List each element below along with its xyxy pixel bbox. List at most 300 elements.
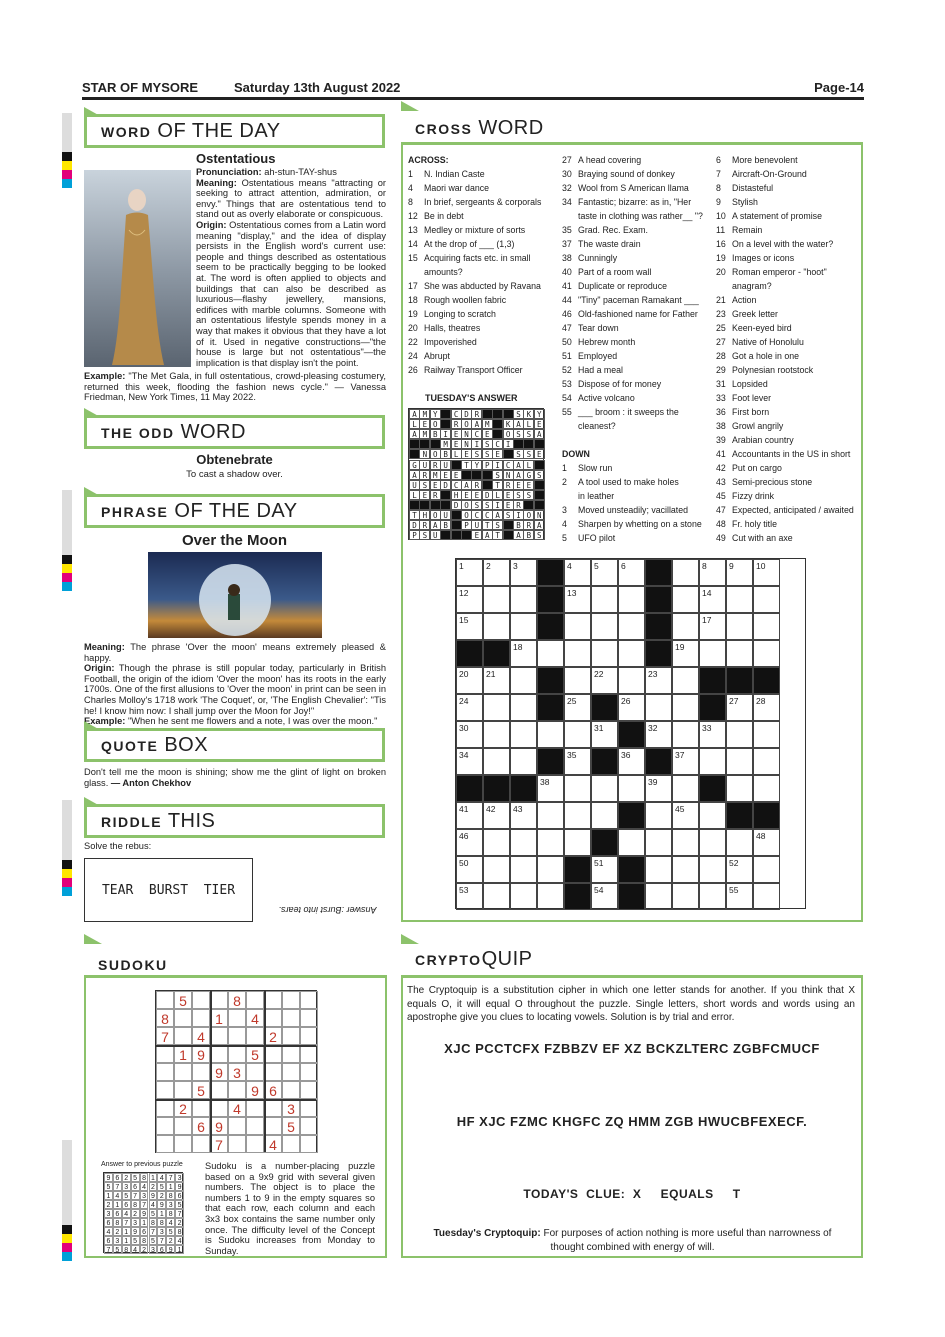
sudoku-prev-cell: 2 bbox=[140, 1245, 149, 1254]
sudoku-prev-cell: 2 bbox=[113, 1227, 122, 1236]
cipher-line-2: HF XJC FZMC KHGFC ZQ HMM ZGB HWUCBFEXECF. bbox=[456, 1114, 808, 1129]
crossword-cell[interactable]: 5 bbox=[591, 559, 618, 586]
moon-illustration bbox=[148, 552, 322, 638]
crossword-cell[interactable] bbox=[483, 748, 510, 775]
crossword-cell[interactable] bbox=[510, 748, 537, 775]
sudoku-cell[interactable] bbox=[282, 991, 300, 1009]
sudoku-cell: 4 bbox=[264, 1135, 282, 1153]
crossword-cell[interactable] bbox=[591, 775, 618, 802]
answer-cell: O bbox=[461, 500, 472, 510]
sudoku-prev-cell: 2 bbox=[166, 1236, 175, 1245]
clue-item: amounts? bbox=[424, 267, 463, 277]
crossword-cell bbox=[699, 694, 726, 721]
crossword-cell[interactable]: 22 bbox=[591, 667, 618, 694]
sudoku-cell[interactable] bbox=[210, 1045, 228, 1063]
sudoku-prev-cell: 5 bbox=[149, 1209, 158, 1218]
answer-cell: R bbox=[419, 470, 430, 480]
crossword-cell[interactable] bbox=[618, 775, 645, 802]
crossword-cell[interactable]: 24 bbox=[456, 694, 483, 721]
sudoku-cell[interactable] bbox=[300, 1009, 318, 1027]
crossword-cell[interactable] bbox=[618, 829, 645, 856]
sudoku-cell[interactable] bbox=[264, 1099, 282, 1117]
answer-cell: A bbox=[409, 470, 420, 480]
crossword-cell[interactable]: 33 bbox=[699, 721, 726, 748]
sudoku-cell[interactable] bbox=[246, 991, 264, 1009]
sudoku-prev-cell: 1 bbox=[122, 1236, 131, 1245]
crossword-cell[interactable] bbox=[483, 721, 510, 748]
answer-cell bbox=[409, 449, 420, 459]
crossword-cell[interactable]: 34 bbox=[456, 748, 483, 775]
crossword-cell[interactable] bbox=[537, 856, 564, 883]
clue-item: 7 Aircraft-On-Ground bbox=[716, 169, 807, 179]
crossword-cell[interactable] bbox=[672, 586, 699, 613]
crossword-cell[interactable]: 25 bbox=[564, 694, 591, 721]
sudoku-prev-cell: 8 bbox=[122, 1245, 131, 1254]
sudoku-prev-cell: 3 bbox=[166, 1200, 175, 1209]
riddle-answer: Answer :Burst into tears. bbox=[278, 905, 377, 915]
clue-item: 27 A head covering bbox=[562, 155, 642, 165]
crossword-cell[interactable] bbox=[753, 640, 780, 667]
crossword-cell[interactable] bbox=[537, 721, 564, 748]
answer-cell: S bbox=[513, 409, 524, 419]
crossword-cell[interactable] bbox=[672, 694, 699, 721]
crossword-cell[interactable] bbox=[726, 721, 753, 748]
sudoku-cell[interactable] bbox=[174, 1117, 192, 1135]
answer-cell: Y bbox=[471, 460, 482, 470]
answer-cell bbox=[451, 460, 462, 470]
sudoku-prev-cell: 3 bbox=[140, 1191, 149, 1200]
sudoku-cell[interactable] bbox=[174, 1081, 192, 1099]
crossword-cell[interactable] bbox=[510, 667, 537, 694]
crossword-cell bbox=[483, 775, 510, 802]
sudoku-prev-cell: 7 bbox=[157, 1236, 166, 1245]
clue-item: 34 Fantastic; bizarre: as in, "Her bbox=[562, 197, 692, 207]
sudoku-prev-cell: 1 bbox=[104, 1191, 113, 1200]
clue-item: 19 Longing to scratch bbox=[408, 309, 496, 319]
clue-item: 35 Grad. Rec. Exam. bbox=[562, 225, 648, 235]
sudoku-cell[interactable] bbox=[210, 1099, 228, 1117]
answer-cell: C bbox=[503, 460, 514, 470]
answer-cell: R bbox=[513, 500, 524, 510]
answer-cell: E bbox=[534, 419, 545, 429]
crossword-cell[interactable]: 32 bbox=[645, 721, 672, 748]
answer-cell bbox=[482, 480, 493, 490]
sudoku-cell[interactable] bbox=[300, 1027, 318, 1045]
crossword-cell[interactable]: 45 bbox=[672, 802, 699, 829]
crossword-cell[interactable] bbox=[699, 748, 726, 775]
sudoku-cell[interactable] bbox=[174, 1063, 192, 1081]
sudoku-cell[interactable] bbox=[228, 1135, 246, 1153]
crossword-cell[interactable]: 35 bbox=[564, 748, 591, 775]
crossword-cell[interactable] bbox=[483, 586, 510, 613]
crossword-cell[interactable]: 4 bbox=[564, 559, 591, 586]
crossword-cell[interactable]: 23 bbox=[645, 667, 672, 694]
answer-cell: A bbox=[534, 520, 545, 530]
sudoku-box-line bbox=[156, 1099, 316, 1101]
answer-cell: K bbox=[523, 409, 534, 419]
crossword-cell[interactable] bbox=[510, 829, 537, 856]
crossword-cell[interactable] bbox=[672, 856, 699, 883]
crossword-cell[interactable]: 18 bbox=[510, 640, 537, 667]
sudoku-cell[interactable] bbox=[192, 1135, 210, 1153]
crossword-cell[interactable] bbox=[564, 802, 591, 829]
sudoku-cell[interactable] bbox=[228, 1045, 246, 1063]
clue-item: 43 Semi-precious stone bbox=[716, 477, 813, 487]
answer-cell: E bbox=[471, 490, 482, 500]
crossword-cell bbox=[564, 856, 591, 883]
sudoku-cell[interactable] bbox=[300, 1135, 318, 1153]
answer-cell: E bbox=[503, 500, 514, 510]
sudoku-cell: 1 bbox=[174, 1045, 192, 1063]
crossword-cell bbox=[726, 667, 753, 694]
crossword-cell[interactable]: 30 bbox=[456, 721, 483, 748]
answer-cell bbox=[430, 439, 441, 449]
clue-item: 25 Keen-eyed bird bbox=[716, 323, 792, 333]
crossword-cell[interactable] bbox=[510, 883, 537, 910]
crossword-cell[interactable] bbox=[510, 694, 537, 721]
sudoku-grid bbox=[155, 990, 317, 1153]
crossword-cell[interactable]: 21 bbox=[483, 667, 510, 694]
answer-cell bbox=[482, 470, 493, 480]
answer-cell: C bbox=[471, 429, 482, 439]
answer-cell: D bbox=[440, 480, 451, 490]
answer-cell: T bbox=[492, 480, 503, 490]
crossword-cell[interactable] bbox=[726, 613, 753, 640]
crossword-cell[interactable]: 28 bbox=[753, 694, 780, 721]
sudoku-cell[interactable] bbox=[228, 1009, 246, 1027]
sudoku-cell[interactable] bbox=[192, 1009, 210, 1027]
crossword-cell[interactable]: 51 bbox=[591, 856, 618, 883]
sudoku-cell[interactable] bbox=[246, 1117, 264, 1135]
crossword-cell[interactable] bbox=[564, 829, 591, 856]
sudoku-cell[interactable] bbox=[228, 1027, 246, 1045]
crossword-cell[interactable]: 52 bbox=[726, 856, 753, 883]
sudoku-cell[interactable] bbox=[156, 1117, 174, 1135]
crossword-cell[interactable]: 36 bbox=[618, 748, 645, 775]
answer-cell: O bbox=[461, 510, 472, 520]
crossword-cell[interactable] bbox=[672, 775, 699, 802]
crossword-cell[interactable]: 37 bbox=[672, 748, 699, 775]
crossword-cell[interactable] bbox=[726, 586, 753, 613]
sudoku-cell[interactable] bbox=[228, 1117, 246, 1135]
sudoku-prev-cell: 7 bbox=[175, 1209, 184, 1218]
answer-cell bbox=[451, 530, 462, 540]
crossword-cell[interactable] bbox=[564, 667, 591, 694]
crossword-cell[interactable] bbox=[672, 559, 699, 586]
sudoku-desc: Sudoku is a number-placing puzzle based on a 9x9 grid with several given numbers. The object is to place the numbers 1 to 9 in the empty squares so that each row, each column and each 3x3 box contains the same number only once. The difficulty level of the Concept is Sudoku increases from Monday to Sunday. bbox=[205, 1161, 375, 1256]
sudoku-cell[interactable] bbox=[192, 1063, 210, 1081]
crossword-cell[interactable]: 54 bbox=[591, 883, 618, 910]
answer-cell bbox=[409, 500, 420, 510]
answer-cell: E bbox=[451, 429, 462, 439]
crossword-cell[interactable]: 15 bbox=[456, 613, 483, 640]
crossword-cell[interactable]: 26 bbox=[618, 694, 645, 721]
sudoku-cell[interactable] bbox=[246, 1027, 264, 1045]
clue-item: 42 Put on cargo bbox=[716, 463, 782, 473]
answer-cell: U bbox=[440, 460, 451, 470]
sudoku-cell[interactable] bbox=[282, 1063, 300, 1081]
crossword-cell[interactable] bbox=[510, 856, 537, 883]
crossword-cell[interactable]: 43 bbox=[510, 802, 537, 829]
crossword-cell[interactable] bbox=[699, 640, 726, 667]
sudoku-prev-cell: 7 bbox=[149, 1227, 158, 1236]
sudoku-cell[interactable] bbox=[300, 1099, 318, 1117]
clue-item: 47 Expected, anticipated / awaited bbox=[716, 505, 854, 515]
crossword-cell[interactable]: 3 bbox=[510, 559, 537, 586]
sudoku-cell[interactable] bbox=[300, 1063, 318, 1081]
answer-cell: A bbox=[534, 429, 545, 439]
crossword-cell[interactable] bbox=[537, 640, 564, 667]
crossword-cell[interactable] bbox=[537, 883, 564, 910]
crossword-cell[interactable]: 53 bbox=[456, 883, 483, 910]
crossword-cell[interactable]: 1 bbox=[456, 559, 483, 586]
sudoku-cell[interactable] bbox=[210, 991, 228, 1009]
sudoku-cell[interactable] bbox=[156, 1081, 174, 1099]
sudoku-cell[interactable] bbox=[282, 1027, 300, 1045]
answer-cell: E bbox=[451, 470, 462, 480]
clue-item: 17 She was abducted by Ravana bbox=[408, 281, 541, 291]
sudoku-cell[interactable] bbox=[300, 1045, 318, 1063]
crossword-cell[interactable]: 38 bbox=[537, 775, 564, 802]
answer-cell: A bbox=[409, 409, 420, 419]
sudoku-cell[interactable] bbox=[156, 1135, 174, 1153]
crossword-cell[interactable] bbox=[483, 883, 510, 910]
crossword-cell[interactable]: 13 bbox=[564, 586, 591, 613]
crossword-cell[interactable]: 20 bbox=[456, 667, 483, 694]
crossword-cell[interactable] bbox=[672, 613, 699, 640]
sudoku-cell[interactable] bbox=[282, 1135, 300, 1153]
answer-cell: R bbox=[471, 480, 482, 490]
answer-cell: N bbox=[419, 449, 430, 459]
crossword-cell[interactable]: 9 bbox=[726, 559, 753, 586]
answer-cell: E bbox=[492, 449, 503, 459]
crossword-cell[interactable] bbox=[672, 829, 699, 856]
answer-cell: M bbox=[482, 419, 493, 429]
answer-cell: L bbox=[409, 419, 420, 429]
crossword-header: CROSS WORD bbox=[401, 111, 863, 145]
crossword-cell[interactable]: 19 bbox=[672, 640, 699, 667]
crossword-cell[interactable]: 55 bbox=[726, 883, 753, 910]
sudoku-cell[interactable] bbox=[264, 991, 282, 1009]
answer-cell: H bbox=[451, 490, 462, 500]
crossword-cell[interactable]: 12 bbox=[456, 586, 483, 613]
crossword-cell[interactable] bbox=[483, 694, 510, 721]
crossword-cell[interactable]: 41 bbox=[456, 802, 483, 829]
crossword-cell bbox=[645, 586, 672, 613]
crossword-cell[interactable]: 14 bbox=[699, 586, 726, 613]
crossword-cell[interactable]: 48 bbox=[753, 829, 780, 856]
sudoku-prev-cell: 1 bbox=[122, 1227, 131, 1236]
sudoku-cell[interactable] bbox=[282, 1045, 300, 1063]
crossword-cell[interactable] bbox=[618, 640, 645, 667]
cryptoquip-intro: The Cryptoquip is a substitution cipher in which one letter stands for another. If you think that X equals O, it will equal O throughout the puzzle. Single letters, short words and words using an apostrophe give you clues to locating vowels. Solution is by trial and error. bbox=[407, 985, 855, 1023]
answer-cell: S bbox=[492, 470, 503, 480]
crossword-cell[interactable] bbox=[564, 721, 591, 748]
sudoku-prev-cell: 4 bbox=[113, 1191, 122, 1200]
sudoku-cell[interactable] bbox=[156, 1045, 174, 1063]
sudoku-box-line bbox=[156, 1045, 316, 1047]
sudoku-cell[interactable] bbox=[246, 1063, 264, 1081]
crossword-cell[interactable]: 31 bbox=[591, 721, 618, 748]
sudoku-cell[interactable] bbox=[192, 991, 210, 1009]
page-number: Page-14 bbox=[814, 80, 864, 95]
clue-item: 41 Duplicate or reproduce bbox=[562, 281, 667, 291]
sudoku-cell[interactable] bbox=[282, 1009, 300, 1027]
crossword-cell[interactable] bbox=[645, 856, 672, 883]
sudoku-cell: 7 bbox=[156, 1027, 174, 1045]
crossword-cell[interactable] bbox=[510, 613, 537, 640]
clue-item: 47 Tear down bbox=[562, 323, 619, 333]
sudoku-cell[interactable] bbox=[156, 1099, 174, 1117]
clue-item: 40 Part of a room wall bbox=[562, 267, 652, 277]
crossword-cell[interactable]: 39 bbox=[645, 775, 672, 802]
riddle-rebus: TEAR BURST TIER bbox=[84, 858, 253, 922]
answer-cell: E bbox=[461, 490, 472, 500]
crossword-cell[interactable]: 42 bbox=[483, 802, 510, 829]
crossword-cell[interactable]: 10 bbox=[753, 559, 780, 586]
crossword-cell[interactable] bbox=[591, 613, 618, 640]
sudoku-cell[interactable] bbox=[300, 991, 318, 1009]
clue-item: 4 Sharpen by whetting on a stone bbox=[562, 519, 702, 529]
sudoku-cell[interactable] bbox=[192, 1099, 210, 1117]
odd-word-meaning: To cast a shadow over. bbox=[186, 469, 283, 480]
clue-item: 26 Railway Transport Officer bbox=[408, 365, 523, 375]
sudoku-cell[interactable] bbox=[264, 1117, 282, 1135]
sudoku-prev-cell: 4 bbox=[122, 1209, 131, 1218]
crossword-cell[interactable] bbox=[510, 721, 537, 748]
crossword-cell[interactable] bbox=[483, 829, 510, 856]
clue-item: 18 Rough woollen fabric bbox=[408, 295, 507, 305]
answer-cell: O bbox=[430, 510, 441, 520]
sudoku-cell[interactable] bbox=[246, 1099, 264, 1117]
crossword-cell[interactable] bbox=[618, 667, 645, 694]
crossword-cell[interactable] bbox=[564, 613, 591, 640]
crossword-cell[interactable] bbox=[753, 613, 780, 640]
crossword-cell[interactable] bbox=[699, 883, 726, 910]
clue-item: anagram? bbox=[732, 281, 772, 291]
crossword-cell[interactable] bbox=[753, 883, 780, 910]
crossword-cell[interactable] bbox=[672, 721, 699, 748]
crossword-cell bbox=[618, 802, 645, 829]
crossword-cell[interactable] bbox=[564, 775, 591, 802]
clue-item: 3 Moved unsteadily; vacillated bbox=[562, 505, 689, 515]
clue-heading: DOWN bbox=[562, 449, 590, 459]
sudoku-cell[interactable] bbox=[174, 1009, 192, 1027]
answer-cell: E bbox=[503, 490, 514, 500]
crossword-cell[interactable] bbox=[483, 613, 510, 640]
clue-item: 51 Employed bbox=[562, 351, 618, 361]
crossword-cell[interactable] bbox=[537, 829, 564, 856]
crossword-cell[interactable] bbox=[726, 829, 753, 856]
sudoku-cell[interactable] bbox=[264, 1009, 282, 1027]
crossword-grid bbox=[455, 558, 806, 909]
crossword-cell[interactable] bbox=[726, 640, 753, 667]
crossword-cell[interactable] bbox=[672, 883, 699, 910]
sudoku-cell[interactable] bbox=[156, 1063, 174, 1081]
sudoku-cell[interactable] bbox=[228, 1081, 246, 1099]
crossword-cell[interactable] bbox=[537, 802, 564, 829]
crossword-cell[interactable] bbox=[591, 802, 618, 829]
answer-cell: E bbox=[471, 530, 482, 540]
crossword-cell[interactable] bbox=[564, 640, 591, 667]
sudoku-cell[interactable] bbox=[300, 1117, 318, 1135]
answer-cell: B bbox=[440, 520, 451, 530]
crossword-cell bbox=[510, 775, 537, 802]
sudoku-cell[interactable] bbox=[264, 1063, 282, 1081]
crossword-cell[interactable]: 8 bbox=[699, 559, 726, 586]
crossword-cell[interactable] bbox=[753, 856, 780, 883]
crossword-cell[interactable]: 17 bbox=[699, 613, 726, 640]
crossword-cell[interactable] bbox=[591, 640, 618, 667]
across-clues-cont bbox=[562, 153, 703, 433]
sudoku-cell[interactable] bbox=[282, 1081, 300, 1099]
sudoku-cell[interactable] bbox=[300, 1081, 318, 1099]
sudoku-prev-cell: 3 bbox=[122, 1182, 131, 1191]
answer-cell bbox=[534, 439, 545, 449]
answer-cell: C bbox=[471, 510, 482, 520]
crossword-cell[interactable] bbox=[645, 694, 672, 721]
clue-item: 4 Maori war dance bbox=[408, 183, 490, 193]
crossword-cell[interactable] bbox=[726, 748, 753, 775]
crossword-cell bbox=[645, 640, 672, 667]
crossword-cell[interactable] bbox=[618, 613, 645, 640]
crossword-cell[interactable] bbox=[699, 829, 726, 856]
clue-item: 48 Fr. holy title bbox=[716, 519, 777, 529]
crossword-cell[interactable] bbox=[618, 586, 645, 613]
crossword-cell[interactable] bbox=[753, 586, 780, 613]
color-bar bbox=[62, 860, 72, 896]
crossword-cell[interactable]: 46 bbox=[456, 829, 483, 856]
sudoku-cell[interactable] bbox=[246, 1135, 264, 1153]
crossword-cell[interactable] bbox=[645, 802, 672, 829]
answer-cell bbox=[451, 520, 462, 530]
crossword-cell[interactable] bbox=[753, 775, 780, 802]
crossword-cell[interactable] bbox=[510, 586, 537, 613]
crossword-cell[interactable] bbox=[699, 802, 726, 829]
crossword-cell[interactable]: 27 bbox=[726, 694, 753, 721]
crossword-cell[interactable] bbox=[753, 748, 780, 775]
crossword-cell[interactable] bbox=[483, 856, 510, 883]
sudoku-cell[interactable] bbox=[174, 1027, 192, 1045]
crossword-cell[interactable] bbox=[699, 856, 726, 883]
sudoku-cell[interactable] bbox=[174, 1135, 192, 1153]
sudoku-cell[interactable] bbox=[210, 1081, 228, 1099]
sudoku-box-line bbox=[210, 991, 212, 1152]
crossword-cell[interactable] bbox=[726, 775, 753, 802]
sudoku-prev-cell: 5 bbox=[104, 1182, 113, 1191]
answer-cell: R bbox=[523, 520, 534, 530]
crossword-cell bbox=[591, 694, 618, 721]
crossword-cell[interactable] bbox=[645, 883, 672, 910]
answer-cell: C bbox=[451, 480, 462, 490]
answer-cell: R bbox=[451, 419, 462, 429]
sudoku-cell[interactable] bbox=[156, 991, 174, 1009]
sudoku-cell[interactable] bbox=[210, 1027, 228, 1045]
crossword-cell[interactable]: 6 bbox=[618, 559, 645, 586]
crossword-cell[interactable] bbox=[591, 586, 618, 613]
answer-cell: C bbox=[482, 510, 493, 520]
moon-icon bbox=[148, 552, 322, 638]
answer-cell: T bbox=[482, 520, 493, 530]
crossword-cell[interactable] bbox=[672, 667, 699, 694]
crossword-cell[interactable] bbox=[645, 829, 672, 856]
crossword-cell[interactable]: 50 bbox=[456, 856, 483, 883]
answer-cell: A bbox=[409, 429, 420, 439]
answer-cell: U bbox=[430, 530, 441, 540]
sudoku-cell[interactable] bbox=[264, 1045, 282, 1063]
crossword-cell[interactable] bbox=[753, 721, 780, 748]
crossword-cell[interactable]: 2 bbox=[483, 559, 510, 586]
